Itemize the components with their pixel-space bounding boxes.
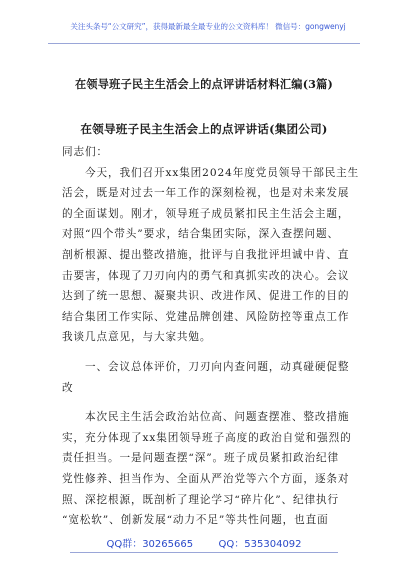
body-line: 党性修养、担当作为、全面从严治党等六个方面，逐条对: [62, 472, 350, 485]
paragraph-gap: [62, 398, 360, 407]
paragraph-gap: [62, 348, 360, 357]
footer-underline: [70, 552, 338, 553]
section-heading-line: 一、会议总体评价，刀刃向内查问题，动真碰硬促整: [62, 360, 350, 373]
document-body: [62, 142, 360, 531]
body-line: 实，充分体现了xx集团领导班子高度的政治自觉和强烈的: [62, 431, 352, 444]
document-title: 在领导班子民主生活会上的点评讲话材料汇编(3篇): [74, 77, 334, 91]
page-header-notice: 关注头条号“公文研究”，获得最新最全最专业的公文资料库！ 微信号：gongwenyj: [70, 22, 346, 31]
body-line: 击要害，体现了刀刃向内的勇气和真抓实改的决心。会议: [62, 269, 350, 282]
body-line: “宽松软”、创新发展“动力不足”等共性问题，也直面: [62, 514, 329, 527]
body-line: 今天，我们召开xx集团2024年度党员领导干部民主生: [62, 166, 360, 179]
page-footer-contacts: QQ群：30265665 QQ：535304092: [106, 539, 302, 550]
document-subtitle: 在领导班子民主生活会上的点评讲话(集团公司): [80, 122, 328, 136]
body-line: 剖析根源、提出整改措施，批评与自我批评坦诚中肯、直: [62, 248, 350, 261]
body-line: 达到了统一思想、凝聚共识、改进作风、促进工作的目的: [62, 290, 350, 303]
body-line: 的全面谋划。刚才，领导班子成员紧扣民主生活会主题，: [62, 207, 350, 220]
body-line: 对照“四个带头”要求，结合集团实际，深入查摆问题、: [62, 228, 339, 241]
body-line: 责任担当。一是问题查摆“深”。班子成员紧扣政治纪律: [62, 452, 339, 465]
section-heading-line: 改: [62, 381, 74, 394]
body-line: 同志们：: [62, 146, 108, 158]
body-line: 活会，既是对过去一年工作的深刻检视，也是对未来发展: [62, 187, 350, 200]
header-divider: [48, 43, 360, 44]
body-line: 结合集团工作实际、党建品牌创建、风险防控等重点工作: [62, 310, 350, 323]
body-line: 照、深挖根源，既剖析了理论学习“碎片化”、纪律执行: [62, 493, 339, 506]
body-line: 我谈几点意见，与大家共勉。: [62, 331, 212, 344]
body-line: 本次民主生活会政治站位高、问题查摆准、整改措施: [62, 411, 350, 424]
